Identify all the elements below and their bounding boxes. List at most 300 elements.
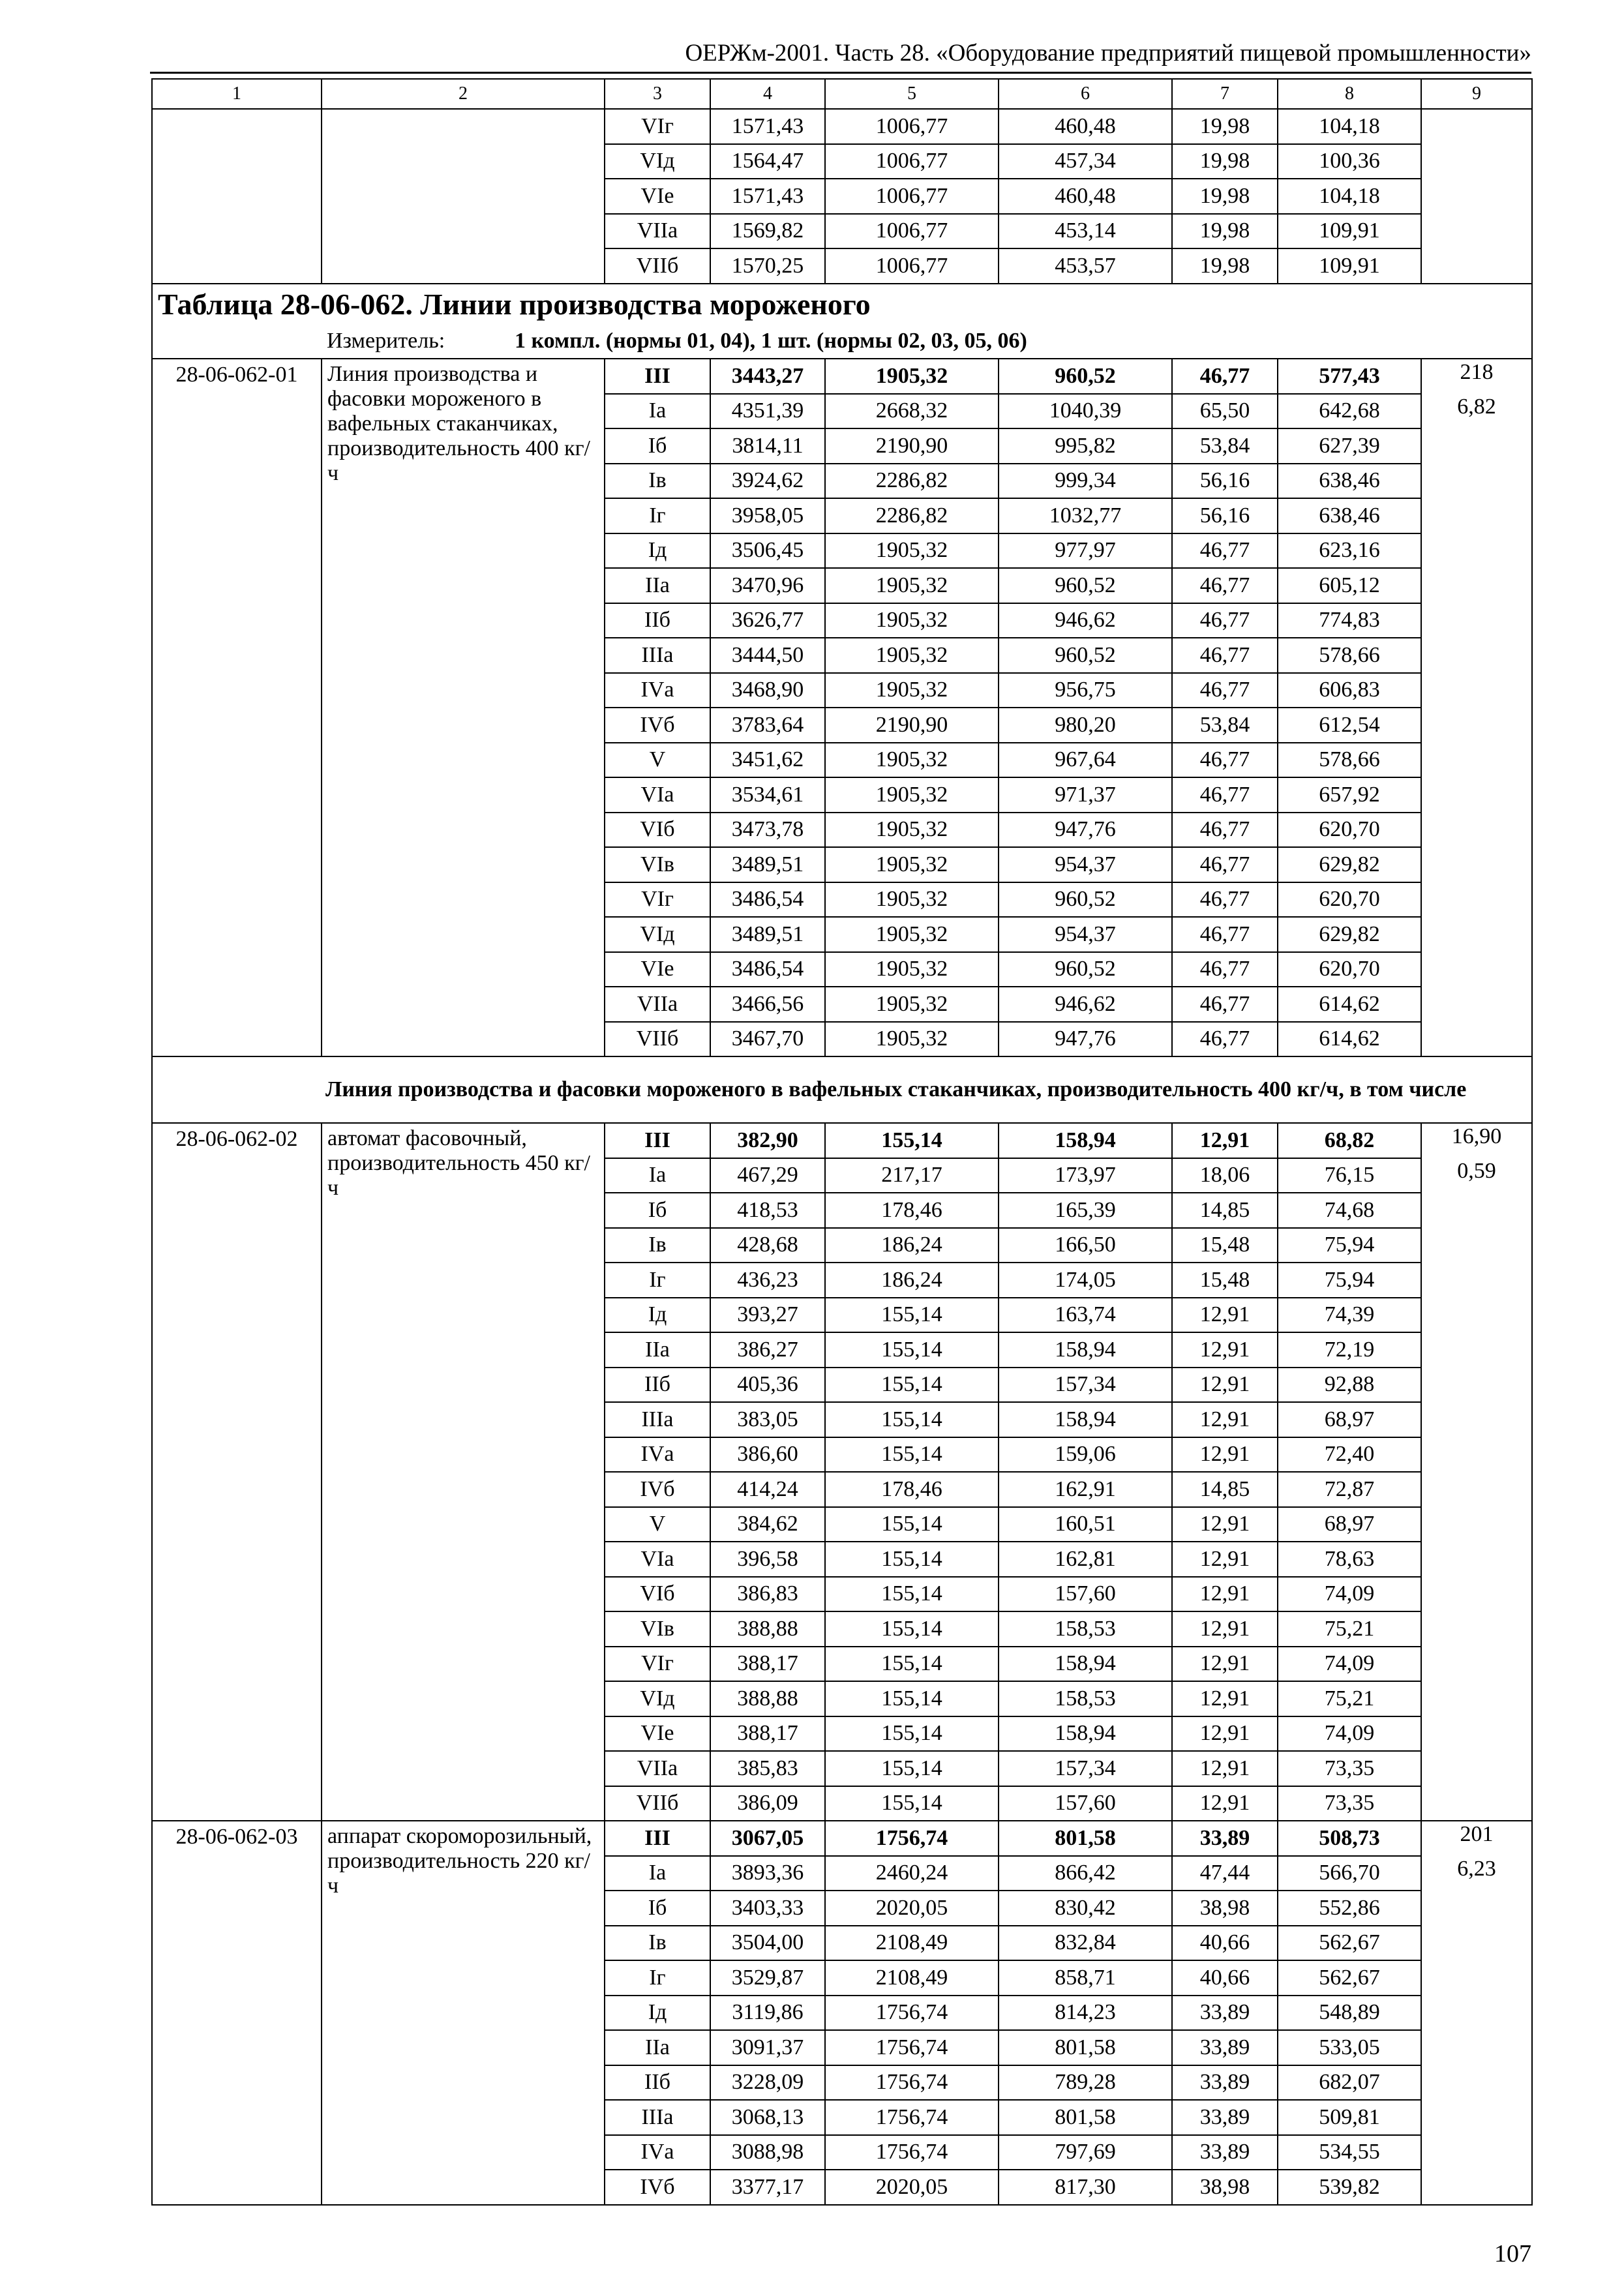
col9-value: 6,23	[1421, 1856, 1532, 2205]
value-cell: 158,53	[999, 1611, 1172, 1647]
value-cell: 157,60	[999, 1577, 1172, 1612]
column-number: 4	[710, 79, 825, 109]
value-cell: 552,86	[1278, 1891, 1421, 1926]
value-cell: 1905,32	[825, 917, 999, 952]
value-cell: 1905,32	[825, 673, 999, 708]
value-cell: 627,39	[1278, 428, 1421, 464]
value-cell: 801,58	[999, 2030, 1172, 2065]
value-cell: 548,89	[1278, 1996, 1421, 2031]
value-cell: 967,64	[999, 743, 1172, 778]
value-cell: 995,82	[999, 428, 1172, 464]
value-cell: 155,14	[825, 1402, 999, 1437]
value-cell: 174,05	[999, 1263, 1172, 1298]
value-cell: 388,88	[710, 1611, 825, 1647]
value-cell: 46,77	[1172, 673, 1278, 708]
col9-cell-empty	[1421, 214, 1532, 249]
value-cell: 12,91	[1172, 1437, 1278, 1473]
value-cell: 46,77	[1172, 882, 1278, 918]
value-cell: 46,77	[1172, 813, 1278, 848]
col9-value: 201	[1421, 1821, 1532, 1856]
table-title: Таблица 28-06-062. Линии производства мороженого	[158, 287, 871, 321]
column-numbers-row	[152, 79, 1532, 109]
value-cell: 178,46	[825, 1472, 999, 1507]
value-cell: 960,52	[999, 568, 1172, 603]
code-cell-empty	[152, 109, 322, 144]
value-cell: 858,71	[999, 1960, 1172, 1996]
name-cell-empty	[322, 248, 605, 284]
value-cell: 3377,17	[710, 2170, 825, 2205]
value-cell: 155,14	[825, 1577, 999, 1612]
value-cell: 1569,82	[710, 214, 825, 249]
zone-cell: VIд	[605, 917, 710, 952]
zone-cell: Iд	[605, 533, 710, 569]
zone-cell: VIа	[605, 1542, 710, 1577]
value-cell: 33,89	[1172, 2100, 1278, 2135]
value-cell: 155,14	[825, 1786, 999, 1821]
value-cell: 638,46	[1278, 464, 1421, 499]
zone-cell: Iа	[605, 394, 710, 429]
value-cell: 3489,51	[710, 917, 825, 952]
value-cell: 155,14	[825, 1332, 999, 1368]
code-cell-empty	[152, 179, 322, 214]
zone-cell: IVа	[605, 2135, 710, 2170]
value-cell: 638,46	[1278, 498, 1421, 533]
zone-cell: V	[605, 1507, 710, 1542]
value-cell: 1756,74	[825, 1996, 999, 2031]
value-cell: 457,34	[999, 144, 1172, 179]
zone-cell: IIб	[605, 1368, 710, 1403]
zone-cell: III	[605, 359, 710, 394]
zone-cell: VIг	[605, 1647, 710, 1682]
value-cell: 158,53	[999, 1681, 1172, 1716]
value-cell: 3506,45	[710, 533, 825, 569]
zone-cell: Iв	[605, 1926, 710, 1961]
value-cell: 1905,32	[825, 952, 999, 987]
value-cell: 74,68	[1278, 1193, 1421, 1228]
value-cell: 158,94	[999, 1716, 1172, 1752]
value-cell: 832,84	[999, 1926, 1172, 1961]
value-cell: 3470,96	[710, 568, 825, 603]
value-cell: 1032,77	[999, 498, 1172, 533]
value-cell: 2020,05	[825, 1891, 999, 1926]
value-cell: 19,98	[1172, 248, 1278, 284]
value-cell: 1571,43	[710, 109, 825, 144]
value-cell: 2460,24	[825, 1856, 999, 1891]
value-cell: 76,15	[1278, 1158, 1421, 1193]
value-cell: 386,27	[710, 1332, 825, 1368]
value-cell: 977,97	[999, 533, 1172, 569]
zone-cell: IIа	[605, 568, 710, 603]
value-cell: 960,52	[999, 359, 1172, 394]
zone-cell: VIIб	[605, 1022, 710, 1057]
value-cell: 65,50	[1172, 394, 1278, 429]
norm-code: 28-06-062-01	[152, 359, 322, 1056]
value-cell: 3088,98	[710, 2135, 825, 2170]
value-cell: 157,34	[999, 1368, 1172, 1403]
norms-table-body	[152, 79, 1532, 2205]
value-cell: 68,97	[1278, 1507, 1421, 1542]
value-cell: 960,52	[999, 638, 1172, 673]
value-cell: 3067,05	[710, 1821, 825, 1856]
value-cell: 100,36	[1278, 144, 1421, 179]
value-cell: 3091,37	[710, 2030, 825, 2065]
value-cell: 954,37	[999, 917, 1172, 952]
zone-cell: VIг	[605, 882, 710, 918]
value-cell: 2108,49	[825, 1960, 999, 1996]
column-number: 5	[825, 79, 999, 109]
value-cell: 12,91	[1172, 1716, 1278, 1752]
col9-value: 218	[1421, 359, 1532, 394]
value-cell: 534,55	[1278, 2135, 1421, 2170]
code-cell-empty	[152, 144, 322, 179]
value-cell: 3403,33	[710, 1891, 825, 1926]
value-cell: 1905,32	[825, 603, 999, 638]
value-cell: 1905,32	[825, 533, 999, 569]
col9-cell-empty	[1421, 109, 1532, 144]
zone-cell: Iб	[605, 1891, 710, 1926]
zone-cell: Iд	[605, 1298, 710, 1333]
value-cell: 46,77	[1172, 952, 1278, 987]
value-cell: 155,14	[825, 1123, 999, 1158]
zone-cell: IVб	[605, 1472, 710, 1507]
value-cell: 3451,62	[710, 743, 825, 778]
value-cell: 774,83	[1278, 603, 1421, 638]
value-cell: 1756,74	[825, 2065, 999, 2101]
value-cell: 657,92	[1278, 777, 1421, 813]
table-row	[152, 248, 1532, 284]
measure-cell	[322, 325, 1532, 359]
value-cell: 73,35	[1278, 1786, 1421, 1821]
value-cell: 12,91	[1172, 1681, 1278, 1716]
value-cell: 620,70	[1278, 952, 1421, 987]
value-cell: 160,51	[999, 1507, 1172, 1542]
zone-cell: Iд	[605, 1996, 710, 2031]
value-cell: 642,68	[1278, 394, 1421, 429]
value-cell: 388,17	[710, 1647, 825, 1682]
value-cell: 46,77	[1172, 603, 1278, 638]
zone-cell: IVа	[605, 1437, 710, 1473]
value-cell: 15,48	[1172, 1228, 1278, 1263]
zone-cell: III	[605, 1821, 710, 1856]
value-cell: 2190,90	[825, 708, 999, 743]
zone-cell: VIд	[605, 144, 710, 179]
value-cell: 789,28	[999, 2065, 1172, 2101]
zone-cell: IIб	[605, 2065, 710, 2101]
value-cell: 19,98	[1172, 109, 1278, 144]
subheading-row	[152, 1056, 1532, 1123]
value-cell: 158,94	[999, 1647, 1172, 1682]
zone-cell: IVб	[605, 708, 710, 743]
subheading: Линия производства и фасовки мороженого в вафельных стаканчиках, производительность 400 кг/ч, в том числе	[322, 1056, 1532, 1123]
column-number: 1	[152, 79, 322, 109]
value-cell: 173,97	[999, 1158, 1172, 1193]
value-cell: 386,60	[710, 1437, 825, 1473]
value-cell: 3924,62	[710, 464, 825, 499]
value-cell: 3473,78	[710, 813, 825, 848]
value-cell: 19,98	[1172, 144, 1278, 179]
value-cell: 186,24	[825, 1228, 999, 1263]
value-cell: 436,23	[710, 1263, 825, 1298]
value-cell: 33,89	[1172, 2030, 1278, 2065]
value-cell: 46,77	[1172, 847, 1278, 882]
value-cell: 3486,54	[710, 952, 825, 987]
value-cell: 157,60	[999, 1786, 1172, 1821]
subheading-spacer	[152, 1056, 322, 1123]
zone-cell: IIIа	[605, 638, 710, 673]
col9-value: 16,90	[1421, 1123, 1532, 1158]
value-cell: 3468,90	[710, 673, 825, 708]
zone-cell: Iб	[605, 428, 710, 464]
value-cell: 1756,74	[825, 2135, 999, 2170]
value-cell: 166,50	[999, 1228, 1172, 1263]
norm-code: 28-06-062-02	[152, 1123, 322, 1821]
value-cell: 155,14	[825, 1298, 999, 1333]
value-cell: 3534,61	[710, 777, 825, 813]
zone-cell: Iа	[605, 1158, 710, 1193]
value-cell: 960,52	[999, 952, 1172, 987]
value-cell: 104,18	[1278, 109, 1421, 144]
value-cell: 157,34	[999, 1751, 1172, 1786]
norm-name: автомат фасовочный, производительность 450 кг/ч	[322, 1123, 605, 1821]
value-cell: 467,29	[710, 1158, 825, 1193]
value-cell: 1006,77	[825, 248, 999, 284]
zone-cell: Iа	[605, 1856, 710, 1891]
value-cell: 606,83	[1278, 673, 1421, 708]
value-cell: 74,09	[1278, 1716, 1421, 1752]
value-cell: 629,82	[1278, 847, 1421, 882]
value-cell: 578,66	[1278, 638, 1421, 673]
value-cell: 614,62	[1278, 1022, 1421, 1057]
value-cell: 155,14	[825, 1681, 999, 1716]
value-cell: 566,70	[1278, 1856, 1421, 1891]
value-cell: 2286,82	[825, 464, 999, 499]
col9-cell-empty	[1421, 179, 1532, 214]
value-cell: 53,84	[1172, 428, 1278, 464]
zone-cell: VIIа	[605, 214, 710, 249]
measure-row	[152, 325, 1532, 359]
value-cell: 1756,74	[825, 2100, 999, 2135]
code-cell-empty	[152, 214, 322, 249]
value-cell: 19,98	[1172, 179, 1278, 214]
value-cell: 817,30	[999, 2170, 1172, 2205]
value-cell: 1905,32	[825, 987, 999, 1022]
zone-cell: VIв	[605, 1611, 710, 1647]
value-cell: 453,14	[999, 214, 1172, 249]
col9-cell-empty	[1421, 248, 1532, 284]
value-cell: 1905,32	[825, 359, 999, 394]
value-cell: 72,19	[1278, 1332, 1421, 1368]
value-cell: 46,77	[1172, 777, 1278, 813]
zone-cell: VIа	[605, 777, 710, 813]
value-cell: 46,77	[1172, 568, 1278, 603]
value-cell: 74,09	[1278, 1647, 1421, 1682]
value-cell: 533,05	[1278, 2030, 1421, 2065]
code-cell-empty	[152, 248, 322, 284]
value-cell: 797,69	[999, 2135, 1172, 2170]
zone-cell: VIб	[605, 813, 710, 848]
table-title-row	[152, 284, 1532, 325]
name-cell-empty	[322, 179, 605, 214]
table-row	[152, 109, 1532, 144]
value-cell: 19,98	[1172, 214, 1278, 249]
zone-cell: IIа	[605, 2030, 710, 2065]
value-cell: 508,73	[1278, 1821, 1421, 1856]
value-cell: 158,94	[999, 1402, 1172, 1437]
value-cell: 3444,50	[710, 638, 825, 673]
value-cell: 33,89	[1172, 2065, 1278, 2101]
zone-cell: VIIб	[605, 248, 710, 284]
value-cell: 155,14	[825, 1368, 999, 1403]
value-cell: 38,98	[1172, 2170, 1278, 2205]
value-cell: 414,24	[710, 1472, 825, 1507]
value-cell: 3529,87	[710, 1960, 825, 1996]
value-cell: 2190,90	[825, 428, 999, 464]
value-cell: 612,54	[1278, 708, 1421, 743]
value-cell: 72,40	[1278, 1437, 1421, 1473]
value-cell: 382,90	[710, 1123, 825, 1158]
value-cell: 629,82	[1278, 917, 1421, 952]
value-cell: 46,77	[1172, 743, 1278, 778]
value-cell: 605,12	[1278, 568, 1421, 603]
zone-cell: IIа	[605, 1332, 710, 1368]
zone-cell: VIд	[605, 1681, 710, 1716]
value-cell: 384,62	[710, 1507, 825, 1542]
value-cell: 155,14	[825, 1716, 999, 1752]
value-cell: 385,83	[710, 1751, 825, 1786]
value-cell: 1570,25	[710, 248, 825, 284]
norm-code: 28-06-062-03	[152, 1821, 322, 2205]
value-cell: 1571,43	[710, 179, 825, 214]
value-cell: 155,14	[825, 1647, 999, 1682]
value-cell: 620,70	[1278, 813, 1421, 848]
value-cell: 1006,77	[825, 144, 999, 179]
zone-cell: VIб	[605, 1577, 710, 1612]
table-title-cell	[152, 284, 1532, 325]
value-cell: 74,09	[1278, 1577, 1421, 1612]
value-cell: 158,94	[999, 1123, 1172, 1158]
column-number: 3	[605, 79, 710, 109]
value-cell: 3119,86	[710, 1996, 825, 2031]
value-cell: 186,24	[825, 1263, 999, 1298]
value-cell: 46,77	[1172, 987, 1278, 1022]
value-cell: 578,66	[1278, 743, 1421, 778]
table-row	[152, 179, 1532, 214]
name-cell-empty	[322, 109, 605, 144]
value-cell: 165,39	[999, 1193, 1172, 1228]
value-cell: 830,42	[999, 1891, 1172, 1926]
column-number: 7	[1172, 79, 1278, 109]
value-cell: 388,88	[710, 1681, 825, 1716]
zone-cell: Iг	[605, 498, 710, 533]
norm-name: Линия производства и фасовки мороженого в вафельных стаканчиках, производительность 400 кг/ч	[322, 359, 605, 1056]
value-cell: 562,67	[1278, 1960, 1421, 1996]
zone-cell: Iб	[605, 1193, 710, 1228]
value-cell: 92,88	[1278, 1368, 1421, 1403]
value-cell: 178,46	[825, 1193, 999, 1228]
zone-cell: VIг	[605, 109, 710, 144]
value-cell: 33,89	[1172, 1821, 1278, 1856]
value-cell: 12,91	[1172, 1542, 1278, 1577]
zone-cell: VIIа	[605, 987, 710, 1022]
page-header: ОЕРЖм-2001. Часть 28. «Оборудование предприятий пищевой промышленности»	[685, 40, 1531, 67]
zone-cell: IVб	[605, 2170, 710, 2205]
value-cell: 2020,05	[825, 2170, 999, 2205]
value-cell: 1905,32	[825, 1022, 999, 1057]
zone-cell: VIе	[605, 1716, 710, 1752]
value-cell: 75,21	[1278, 1611, 1421, 1647]
value-cell: 158,94	[999, 1332, 1172, 1368]
value-cell: 1006,77	[825, 179, 999, 214]
value-cell: 12,91	[1172, 1332, 1278, 1368]
value-cell: 2286,82	[825, 498, 999, 533]
measure-spacer	[152, 325, 322, 359]
value-cell: 418,53	[710, 1193, 825, 1228]
value-cell: 1905,32	[825, 777, 999, 813]
value-cell: 946,62	[999, 987, 1172, 1022]
value-cell: 623,16	[1278, 533, 1421, 569]
value-cell: 1756,74	[825, 2030, 999, 2065]
value-cell: 155,14	[825, 1611, 999, 1647]
value-cell: 38,98	[1172, 1891, 1278, 1926]
value-cell: 577,43	[1278, 359, 1421, 394]
zone-cell: Iг	[605, 1263, 710, 1298]
value-cell: 3814,11	[710, 428, 825, 464]
zone-cell: Iв	[605, 1228, 710, 1263]
value-cell: 1905,32	[825, 638, 999, 673]
value-cell: 46,77	[1172, 533, 1278, 569]
value-cell: 68,97	[1278, 1402, 1421, 1437]
value-cell: 1905,32	[825, 882, 999, 918]
value-cell: 801,58	[999, 1821, 1172, 1856]
value-cell: 3893,36	[710, 1856, 825, 1891]
value-cell: 12,91	[1172, 1298, 1278, 1333]
value-cell: 56,16	[1172, 498, 1278, 533]
value-cell: 78,63	[1278, 1542, 1421, 1577]
zone-cell: IIIа	[605, 2100, 710, 2135]
value-cell: 155,14	[825, 1507, 999, 1542]
value-cell: 801,58	[999, 2100, 1172, 2135]
table-row	[152, 1123, 1532, 1158]
value-cell: 947,76	[999, 1022, 1172, 1057]
column-number: 2	[322, 79, 605, 109]
value-cell: 386,83	[710, 1577, 825, 1612]
value-cell: 104,18	[1278, 179, 1421, 214]
value-cell: 3466,56	[710, 987, 825, 1022]
zone-cell: VIе	[605, 179, 710, 214]
norms-table-container	[151, 78, 1531, 2206]
value-cell: 383,05	[710, 1402, 825, 1437]
value-cell: 47,44	[1172, 1856, 1278, 1891]
value-cell: 956,75	[999, 673, 1172, 708]
value-cell: 3504,00	[710, 1926, 825, 1961]
value-cell: 866,42	[999, 1856, 1172, 1891]
value-cell: 56,16	[1172, 464, 1278, 499]
column-number: 8	[1278, 79, 1421, 109]
zone-cell: VIIб	[605, 1786, 710, 1821]
col9-value: 0,59	[1421, 1158, 1532, 1821]
value-cell: 15,48	[1172, 1263, 1278, 1298]
value-cell: 12,91	[1172, 1786, 1278, 1821]
value-cell: 14,85	[1172, 1193, 1278, 1228]
value-cell: 75,94	[1278, 1228, 1421, 1263]
value-cell: 162,91	[999, 1472, 1172, 1507]
value-cell: 12,91	[1172, 1123, 1278, 1158]
zone-cell: Iв	[605, 464, 710, 499]
measure-value: 1 компл. (нормы 01, 04), 1 шт. (нормы 02, 03, 05, 06)	[515, 329, 1027, 353]
value-cell: 155,14	[825, 1542, 999, 1577]
value-cell: 75,94	[1278, 1263, 1421, 1298]
value-cell: 1905,32	[825, 743, 999, 778]
